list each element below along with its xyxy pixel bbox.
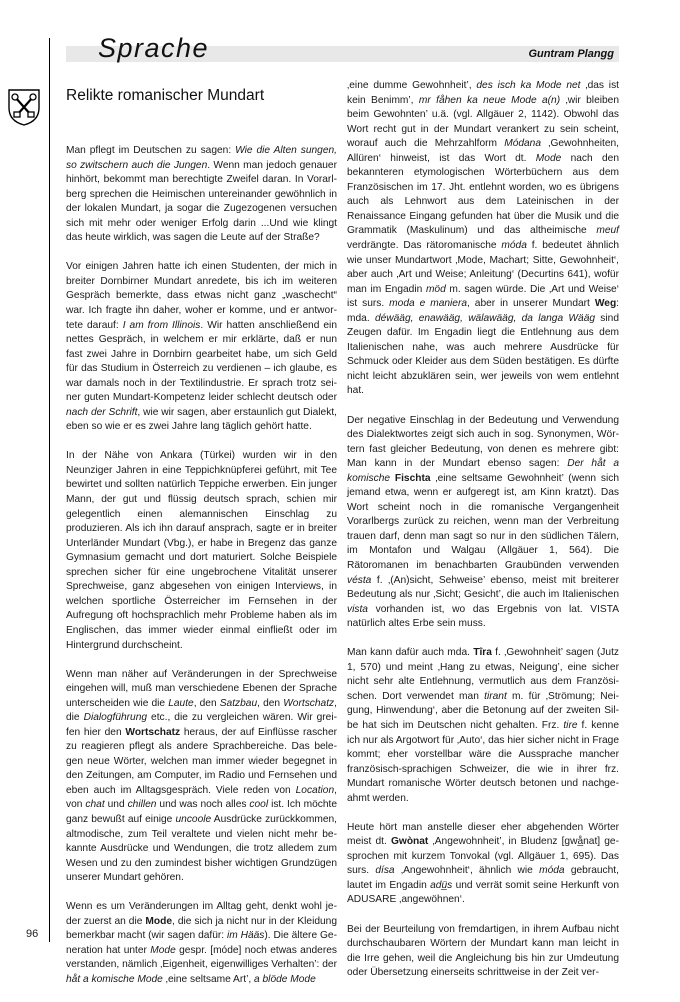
paragraph: In der Nähe von Ankara (Türkei) wurden wir in den Neunziger Jahren in eine Teppichknüpferei geführt, mit Tee bewirtet und sollten natürlich Teppiche erwerben. Ein junger Mann, der gut und flüssig deutsch sprach, schien mir gelegentlich einen alemannischen Einschlag zu produzieren. Als ich ihn darauf ansprach, sagte er in breiter Unterländer Mundart (Vbg.), er habe in Bregenz das ganze Gymnasium gemacht und dort maturiert. Solche Beispiele sprechen sicher für eine ungebrochene Vitalität unserer Sprechweise, ganz abgesehen von einigen Interviews, in welchen sportliche Österreicher im Fernsehen in der Aufregung oft hochsprachlich mehr Probleme haben als im Englischen, das immer wieder einmal einfließt oder im Hintergrund durchscheint. — [66, 450, 337, 651]
paragraph: Man kann dafür auch mda. Tîra f. ‚Gewohnheit’ sagen (Jutz 1, 570) und meint ‚Hang zu etwas, Neigung’, eine sicher nicht sehr alte Entlehnung, vermutlich aus dem Französischen. Dort verwendet man tirant m. für ‚Strömung; Neigung, Hinwendung‘, aber die Betonung auf der zweiten Silbe hat sich im Deutschen nicht gehalten. Frz. tire f. kenne ich nur als Argotwort für ‚Auto‘, das hier sicher nicht in Frage kommt; eher vorstellbar wäre die Aussprache mancher französisch-sprachigen Schweizer, die wie in ihrer frz. Mundart romanische Wörter deutsch betonen und nachgeahmt werden. — [347, 647, 620, 804]
paragraph: Der negative Einschlag in der Bedeutung und Verwendung des Dialektwortes zeigt sich auch in sog. Synonymen, Wörtern fast gleicher Bedeutung, von denen es mehrere gibt: Man kann in der Mundart ebenso sagen: Der håt a komische Fischta ‚eine seltsame Gewohnheit’ (wenn sich jemand etwa, wenn er aufgeregt ist, am Kinn kratzt). Das Wort scheint noch in die romanische Vergangenheit Vorarlbergs zurück zu reichen, wenn man der Verbreitung trauen darf, denn man sagt so nur in den südlichen Tälern, im Montafon und Walgau (Allgäuer 1, 564). Die Rätoromanen im benachbarten Graubünden verwenden vésta f. ‚(An)sicht, Sehweise’ ebenso, meist mit breiterer Bedeutung als nur ‚Sicht; Gesicht’, die auch im Italienischen vista vorhanden ist, wo das Ergebnis von lat. VISTA natürlich altes Erbe sein muss. — [347, 414, 620, 630]
paragraph: Wenn es um Veränderungen im Alltag geht, denkt wohl jeder zuerst an die Mode, die sich ja nicht nur in der Kleidung bemerkbar macht (wir sagen dafür: im Hääs). Die ältere Generation hat unter Mode gespr. [móde] noch etwas anderes verstanden, nämlich ‚Eigenheit, eigenwilliges Verhalten’: der håt a komische Mode ‚eine seltsame Art’, a blöde Mode — [66, 901, 337, 985]
paragraph: Wenn man näher auf Veränderungen in der Sprechweise eingehen will, muß man verschiedene Ebenen der Sprache unterscheiden wie die Laute, den Satzbau, den Wortschatz, die Dialogführung etc., die zu vergleichen wären. Wir greifen hier den Wortschatz heraus, der auf Einflüsse rascher zu reagieren pflegt als andere Sprachbereiche. Das belegen neue Wörter, welchen man immer wieder begegnet in den Zeitungen, am Computer, im Radio und Fernsehen und eben auch im Alltagsgespräch. Viele reden von Location, von chat und chillen und was noch alles cool ist. Ich möchte ganz bewußt auf einige uncoole Ausdrücke zurückkommen, altmodische, zum Teil veraltete und vielen nicht mehr bekannte Ausdrücke und Wendungen, die trotz alledem zum Wesen und zu den zumindest bisher wichtigen Grundzügen unserer Mundart gehören. — [66, 668, 338, 884]
left-text-column — [66, 144, 337, 1002]
author-name: Guntram Plangg — [528, 48, 614, 60]
paragraph: Bei der Beurteilung von fremdartigen, in ihrem Aufbau nicht durchschaubaren Wörtern der Mundart kann man leicht in die Irre gehen, weil die Angleichung bis hin zur Umdeutung oder Übersetzung einerseits schrittweise in der Zeit ver- — [347, 923, 619, 979]
paragraph: ‚eine dumme Gewohnheit’, des isch ka Mode net ‚das ist kein Benimm’, mr fåhen ka neue Mode a(n) ‚wir bleiben beim Gewohnten’ u.ä. (vgl. Allgäuer 2, 1142). Obwohl das Wort recht gut in der Mundart verankert zu sein scheint, worauf auch die Mehrzahlform Módana ‚Gewohnheiten, Allüren‘ hinweist, ist das Wort dt. Mode nach den bekannteren etymologischen Wörterbüchern aus dem Französischen im 17. Jht. entlehnt worden, wo es übrigens auch als Lehnwort aus dem Lateinischen in der Renaissance Eingang gefunden hat über die Musik und die Grammatik (Maskulinum) und das altheimische meuf verdrängte. Das rätoromanische móda f. bedeutet ähnlich wie unser Mundartwort ‚Mode, Machart; Sitte, Gewohnheit‘, aber auch ‚Art und Weise; Anleitung‘ (Decurtins 641), wofür man im Engadin möd m. sagen würde. Die ‚Art und Weise‘ ist surs. moda e maniera, aber in unserer Mundart Weg: mda. déwääg, enawääg, wälawääg, da langa Wääg sind Zeugen dafür. Im Engadin liegt die Entlehnung aus dem Italienischen nahe, was auch mehrere Ausdrücke für Schmuck oder Kleider aus dem Süden bestätigen. Es dürfte nicht leicht abzuklären sein, wer jeweils von wem entlehnt hat. — [347, 80, 620, 397]
coat-of-arms-icon — [7, 88, 41, 126]
right-text-column — [347, 79, 619, 995]
paragraph: Vor einigen Jahren hatte ich einen Studenten, der mich in breiter Dornbirner Mundart anredete, bis ich im weiteren Gespräch bemerkte, dass etwas nicht ganz „waschecht“ war. Ich fragte ihn daher, woher er komme, und er antwortete darauf: I am from Illinois. Wir hatten anschließend ein nettes Gespräch, in welchem er mir erklärte, daß er nun fast zwei Jahre in Dornbirn gearbeitet habe, um sich Geld für das Studium in Österreich zu verdienen – ich glaube, es war damals noch in der Textilindustrie. Er sprach trotz seiner guten Mundart-Kompetenz leider schlecht deutsch oder nach der Schrift, wie wir sagen, aber erstaunlich gut Dialekt, eben so wie er es zwei Jahre lang täglich gehört hatte. — [66, 261, 337, 433]
margin-rule — [49, 38, 50, 942]
paragraph: Man pflegt im Deutschen zu sagen: Wie die Alten sungen, so zwitschern auch die Jungen. Wenn man jedoch genauer hinhört, bekommt man berechtigte Zweifel daran. In Vorarlberg sprechen die Heimischen untereinander gewöhnlich in der lokalen Mundart, ja sogar die Zugezogenen versuchen sich mit mehr oder weniger Erfolg darin ...Und wie klingt das heute wirklich, was sagen die Leute auf der Straße? — [66, 145, 337, 244]
paragraph: Heute hört man anstelle dieser eher abgehenden Wörter meist dt. Gwònat ‚Angewohnheit’, in Bludenz [gwå̲nat] gesprochen mit kurzem Tonvokal (vgl. Allgäuer 1, 695). Das surs. dísa ‚Angewohnheit‘, ähnlich wie móda gebraucht, lautet im Engadin adü̲s und verrät somit seine Herkunft von ADUSARE ‚angewöhnen‘. — [347, 821, 619, 906]
section-title: Sprache — [98, 33, 210, 63]
page-number: 96 — [26, 928, 39, 940]
article-title: Relikte romanischer Mundart — [66, 87, 265, 104]
